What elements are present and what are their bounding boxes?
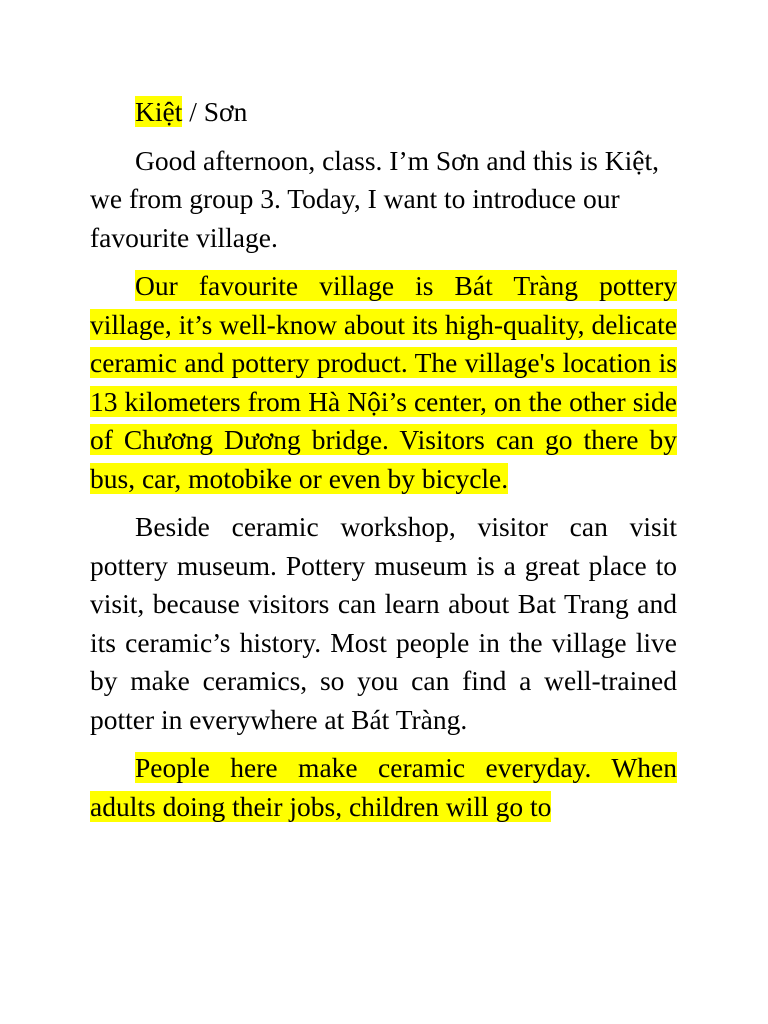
document-body bbox=[90, 93, 677, 826]
paragraph-village bbox=[90, 267, 677, 498]
paragraph-daily-life-text: People here make ceramic everyday. When adults doing their jobs, children will go to bbox=[90, 752, 677, 822]
paragraph-intro-text: Good afternoon, class. I’m Sơn and this is Kiệt, we from group 3. Today, I want to introduce our favourite village. bbox=[90, 144, 659, 253]
paragraph-intro bbox=[90, 142, 677, 258]
speaker-name-rest: / Sơn bbox=[182, 96, 248, 127]
speaker-line bbox=[90, 93, 677, 132]
paragraph-daily-life bbox=[90, 749, 677, 826]
paragraph-village-text: Our favourite village is Bát Tràng pottery village, it’s well-know about its high-quality, delicate ceramic and pottery product. The village's location is 13 kilometers from Hà Nội’s center, on the other side of Chương Dương bridge. Visitors can go there by bus, car, motobike or even by bicycle. bbox=[90, 270, 677, 494]
paragraph-museum-text: Beside ceramic workshop, visitor can visit pottery museum. Pottery museum is a great place to visit, because visitors can learn about Bat Trang and its ceramic’s history. Most people in the village live by make ceramics, so you can find a well-trained potter in everywhere at Bát Tràng. bbox=[90, 511, 677, 735]
paragraph-museum bbox=[90, 508, 677, 739]
speaker-name-highlighted: Kiệt bbox=[135, 96, 183, 127]
